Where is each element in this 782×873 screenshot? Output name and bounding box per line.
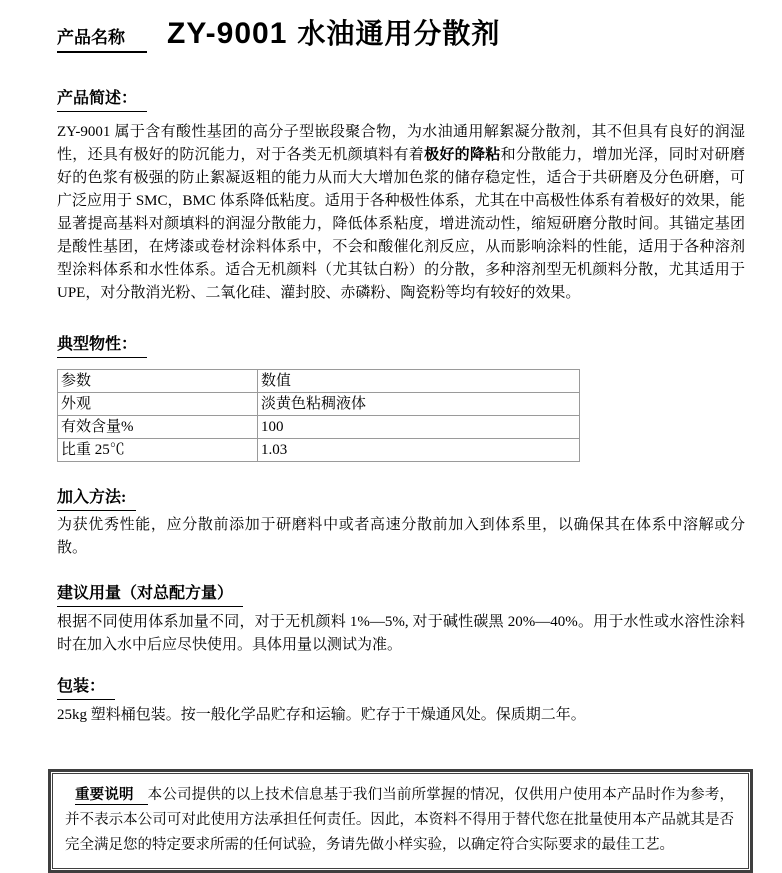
dosage-paragraph: 根据不同使用体系加量不同，对于无机颜料 1%—5%, 对于碱性碳黑 20%—40%。用于水性或水溶性涂料时在加入水中后应尽快使用。具体用量以测试为准。 xyxy=(57,614,745,653)
section-heading-packaging: 包装： xyxy=(57,677,115,700)
table-cell-appearance-value: 淡黄色粘稠液体 xyxy=(258,393,580,416)
notice-label: 重要说明 xyxy=(75,787,148,805)
properties-table xyxy=(57,369,580,462)
overview-text-pre: ZY-9001 属于含有酸性基团的高分子型嵌段聚合物，为水油通用解絮凝分散剂，其不但具有良好的润湿性，还具有极好的防沉能力，对于各类无机颜填料有着 xyxy=(57,124,745,163)
table-cell-gravity-value: 1.03 xyxy=(258,439,580,462)
page-title xyxy=(57,12,745,53)
addition-paragraph: 为获优秀性能，应分散前添加于研磨料中或者高速分散前加入到体系里，以确保其在体系中溶解或分散。 xyxy=(57,517,745,556)
table-header-value: 数值 xyxy=(258,370,580,393)
section-dosage-heading-row xyxy=(57,584,745,607)
product-code: ZY-9001 xyxy=(167,17,288,50)
section-packaging-heading-row xyxy=(57,677,745,700)
overview-text-bold: 极好的降粘 xyxy=(424,147,501,163)
table-cell-content-value: 100 xyxy=(258,416,580,439)
section-properties-heading-row xyxy=(57,335,745,358)
table-cell-appearance-label: 外观 xyxy=(58,393,258,416)
important-notice-box xyxy=(48,769,753,873)
table-cell-gravity-label: 比重 25℃ xyxy=(58,439,258,462)
section-heading-addition: 加入方法: xyxy=(57,488,136,511)
section-overview-heading-row xyxy=(57,89,745,112)
table-row xyxy=(58,393,580,416)
notice-text: 本公司提供的以上技术信息基于我们当前所掌握的情况，仅供用户使用本产品时作为参考，并不表示本公司可对此使用方法承担任何责任。因此，本资料不得用于替代您在批量使用本产品就其是否完全满足您的特定要求所需的任何试验，务请先做小样实验，以确定符合实际要求的最佳工艺。 xyxy=(65,787,735,853)
section-heading-overview: 产品简述： xyxy=(57,89,147,112)
table-row xyxy=(58,416,580,439)
overview-paragraph xyxy=(57,121,745,305)
important-notice-content xyxy=(52,773,749,869)
section-addition-heading-row xyxy=(57,488,745,511)
section-heading-dosage: 建议用量（对总配方量） xyxy=(57,584,243,607)
overview-text-post: 和分散能力，增加光泽，同时对研磨好的色浆有极强的防止絮凝返粗的能力从而大大增加色浆的储存稳定性，适合于共研磨及分色研磨，可广泛应用于 SMC，BMC 体系降低粘度。适用于各种极性体系，尤其在中高极性体系有着极好的效果，能显著提高基料对颜填料的润湿分散能力，降低体系粘度，增进流动性，缩短研磨分散时间。其锚定基团是酸性基团，在烤漆或卷材涂料体系中，不会和酸催化剂反应，从而影响涂料的性能，适用于各种溶剂型涂料体系和水性体系。适合无机颜料（尤其钛白粉）的分散，多种溶剂型无机颜料分散，尤其适用于 UPE，对分散消光粉、二氧化硅、灌封胶、赤磷粉、陶瓷粉等均有较好的效果。 xyxy=(57,147,745,301)
table-header-row xyxy=(58,370,580,393)
product-title-name: 水油通用分散剂 xyxy=(297,19,501,50)
packaging-paragraph: 25kg 塑料桶包装。按一般化学品贮存和运输。贮存于干燥通风处。保质期二年。 xyxy=(57,707,586,723)
table-header-parameter: 参数 xyxy=(58,370,258,393)
table-row xyxy=(58,439,580,462)
table-cell-content-label: 有效含量% xyxy=(58,416,258,439)
product-name-label: 产品名称 xyxy=(57,23,147,53)
section-heading-properties: 典型物性： xyxy=(57,335,147,358)
